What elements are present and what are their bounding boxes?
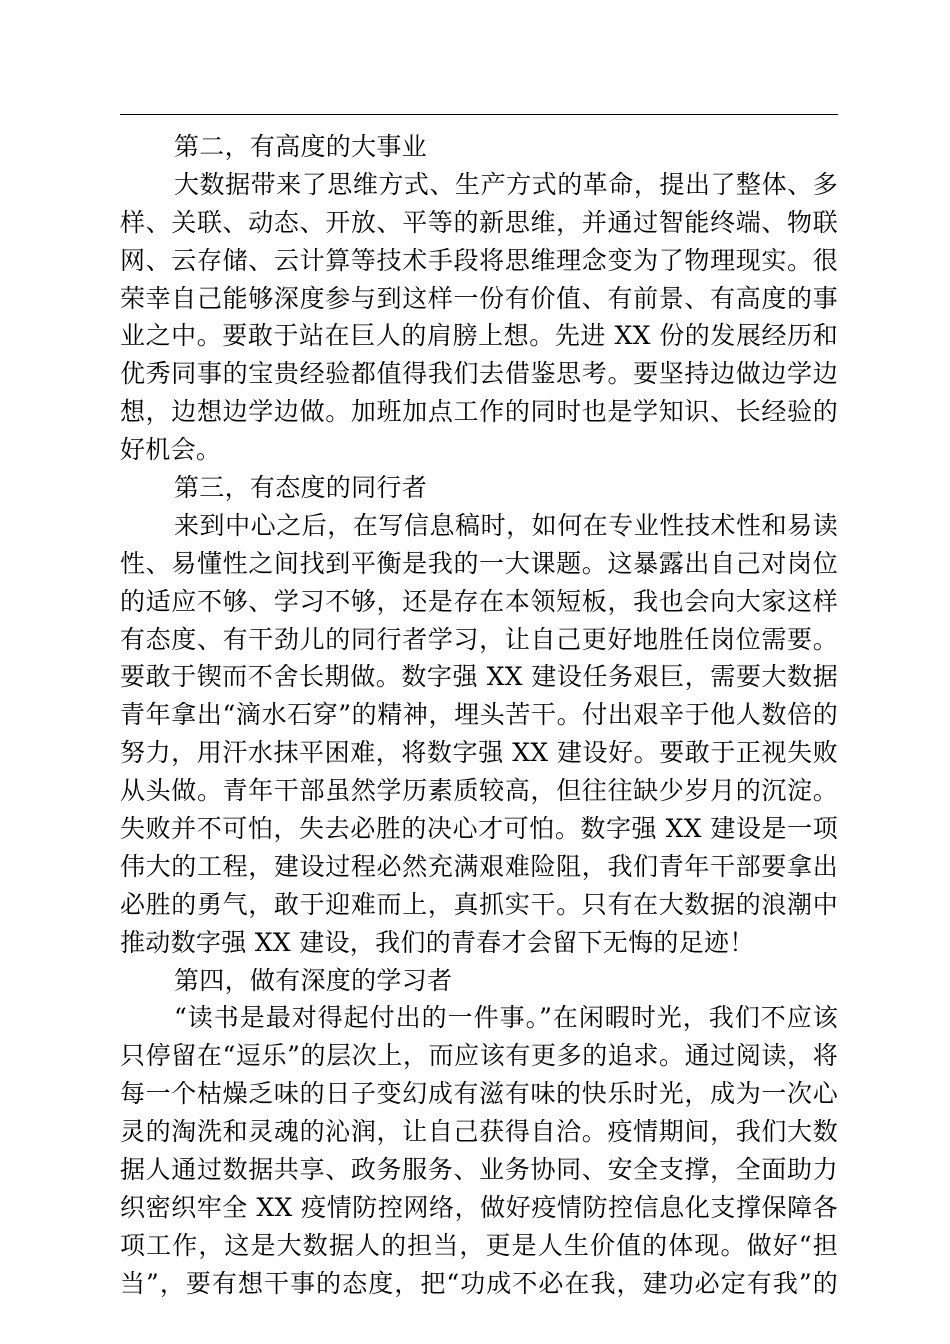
paragraph-line: 必胜的勇气，敢于迎难而上，真抓实干。只有在大数据的浪潮中 bbox=[120, 889, 838, 919]
paragraph-line: 推动数字强 XX 建设，我们的青春才会留下无悔的足迹！ bbox=[120, 927, 755, 957]
paragraph-line: 织密织牢全 XX 疫情防控网络，做好疫情防控信息化支撑保障各 bbox=[120, 1192, 838, 1222]
section-heading: 第三，有态度的同行者 bbox=[174, 473, 428, 503]
paragraph-line: 来到中心之后，在写信息稿时，如何在专业性技术性和易读 bbox=[174, 510, 838, 540]
paragraph-line: 要敢于锲而不舍长期做。数字强 XX 建设任务艰巨，需要大数据 bbox=[120, 662, 838, 692]
paragraph-line: 灵的淘洗和灵魂的沁润，让自己获得自洽。疫情期间，我们大数 bbox=[120, 1117, 838, 1147]
section-heading: 第四，做有深度的学习者 bbox=[174, 965, 453, 995]
paragraph-line: 失败并不可怕，失去必胜的决心才可怕。数字强 XX 建设是一项 bbox=[120, 814, 838, 844]
paragraph-line: 网、云存储、云计算等技术手段将思维理念变为了物理现实。很 bbox=[120, 245, 838, 275]
paragraph-line: 大数据带来了思维方式、生产方式的革命，提出了整体、多 bbox=[174, 169, 838, 199]
paragraph-line: 青年拿出“滴水石穿”的精神，埋头苦干。付出艰辛于他人数倍的 bbox=[120, 700, 838, 730]
paragraph-line: 有态度、有干劲儿的同行者学习，让自己更好地胜任岗位需要。 bbox=[120, 624, 838, 654]
paragraph-line: 从头做。青年干部虽然学历素质较高，但往往缺少岁月的沉淀。 bbox=[120, 776, 838, 806]
paragraph-line: 据人通过数据共享、政务服务、业务协同、安全支撑，全面助力 bbox=[120, 1155, 838, 1185]
paragraph-line: “读书是最对得起付出的一件事。”在闲暇时光，我们不应该 bbox=[174, 1003, 838, 1033]
paragraph-line: 只停留在“逗乐”的层次上，而应该有更多的追求。通过阅读，将 bbox=[120, 1041, 838, 1071]
section-heading: 第二，有高度的大事业 bbox=[174, 132, 428, 161]
paragraph-line: 优秀同事的宝贵经验都值得我们去借鉴思考。要坚持边做边学边 bbox=[120, 359, 838, 389]
paragraph-line: 项工作，这是大数据人的担当，更是人生价值的体现。做好“担 bbox=[120, 1230, 838, 1260]
paragraph-line: 样、关联、动态、开放、平等的新思维，并通过智能终端、物联 bbox=[120, 207, 838, 237]
paragraph-line: 的适应不够、学习不够，还是存在本领短板，我也会向大家这样 bbox=[120, 586, 838, 616]
paragraph-line: 性、易懂性之间找到平衡是我的一大课题。这暴露出自己对岗位 bbox=[120, 548, 838, 578]
header-rule bbox=[120, 114, 838, 115]
paragraph-line: 想，边想边学边做。加班加点工作的同时也是学知识、长经验的 bbox=[120, 397, 838, 427]
paragraph-line: 业之中。要敢于站在巨人的肩膀上想。先进 XX 份的发展经历和 bbox=[120, 321, 838, 351]
paragraph-line: 当”，要有想干事的态度，把“功成不必在我，建功必定有我”的 bbox=[120, 1268, 838, 1298]
paragraph-line: 荣幸自己能够深度参与到这样一份有价值、有前景、有高度的事 bbox=[120, 283, 838, 313]
document-body bbox=[120, 128, 838, 1303]
paragraph-line: 努力，用汗水抹平困难，将数字强 XX 建设好。要敢于正视失败 bbox=[120, 738, 838, 768]
paragraph-line: 好机会。 bbox=[120, 435, 222, 465]
paragraph-line: 伟大的工程，建设过程必然充满艰难险阻，我们青年干部要拿出 bbox=[120, 851, 838, 881]
paragraph-line: 每一个枯燥乏味的日子变幻成有滋有味的快乐时光，成为一次心 bbox=[120, 1079, 838, 1109]
